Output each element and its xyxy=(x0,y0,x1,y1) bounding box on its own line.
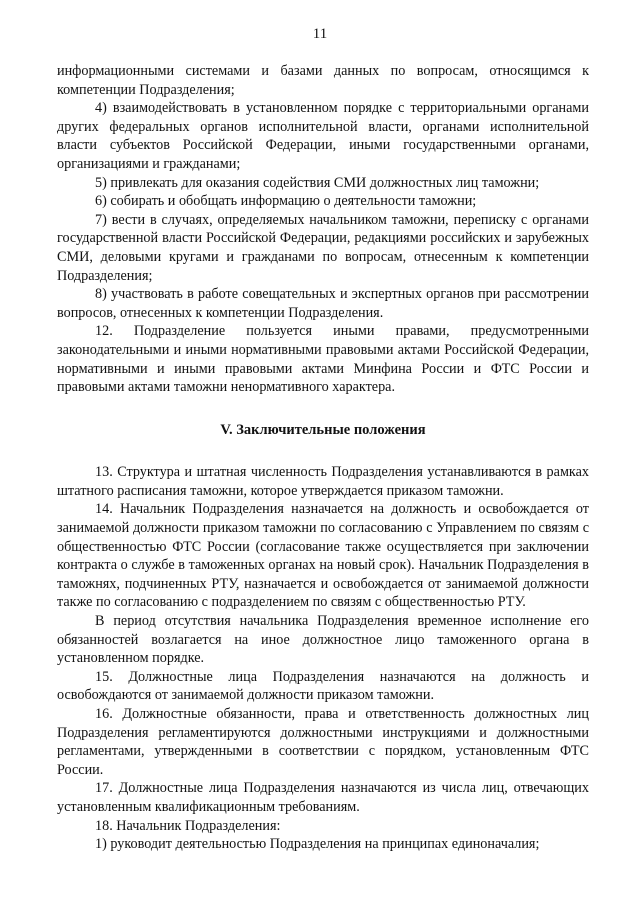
paragraph: 16. Должностные обязанности, права и ответственность должностных лиц Подразделения регламентируются должностными инструкциями и должностными регламентами, утвержденными в соответствии с порядком, установленным ФТС России. xyxy=(57,706,589,778)
paragraph: 12. Подразделение пользуется иными правами, предусмотренными законодательными и иными нормативными правовыми актами Российской Федерации, нормативными и иными правовыми актами Минфина России и ФТС России и правовыми актами таможни ненормативного характера. xyxy=(57,323,589,396)
paragraph: 1) руководит деятельностью Подразделения на принципах единоначалия; xyxy=(95,836,540,853)
paragraphs-after-section xyxy=(57,463,589,853)
paragraphs-before-section xyxy=(57,62,589,397)
section-heading: V. Заключительные положения xyxy=(220,421,426,438)
paragraph: 7) вести в случаях, определяемых начальником таможни, переписку с органами государственной власти Российской Федерации, редакциями российских и зарубежных СМИ, деловыми кругами и гражданами по вопросам, отнесенным к компетенции Подразделения; xyxy=(57,211,589,284)
paragraph: 6) собирать и обобщать информацию о деятельности таможни; xyxy=(95,193,477,210)
paragraph: 13. Структура и штатная численность Подразделения устанавливаются в рамках штатного расписания таможни, которое утверждается приказом таможни. xyxy=(57,464,589,499)
paragraph: 4) взаимодействовать в установленном порядке с территориальными органами других федеральных органов исполнительной власти, органами исполнительной власти субъектов Российской Федерации, иными государственными органами, организациями и гражданами; xyxy=(57,100,589,172)
paragraph: 8) участвовать в работе совещательных и экспертных органов при рассмотрении вопросов, отнесенных к компетенции Подразделения. xyxy=(57,286,589,321)
paragraph: информационными системами и базами данных по вопросам, относящимся к компетенции Подразделения; xyxy=(57,63,589,98)
paragraph: В период отсутствия начальника Подразделения временное исполнение его обязанностей возлагается на иное должностное лицо таможенного органа в установленном порядке. xyxy=(57,613,589,667)
page-number: 11 xyxy=(312,26,328,42)
paragraph: 17. Должностные лица Подразделения назначаются из числа лиц, отвечающих установленным квалификационным требованиям. xyxy=(57,780,589,815)
paragraph: 15. Должностные лица Подразделения назначаются на должность и освобождаются от занимаемой должности приказом таможни. xyxy=(57,668,589,704)
document-body xyxy=(57,62,589,854)
paragraph: 14. Начальник Подразделения назначается на должность и освобождается от занимаемой должности приказом таможни по согласованию с Управлением по связям с общественностью ФТС России (согласование также осуществляется при заключении контракта о службе в таможенных органах на новый срок). Начальник Подразделения в таможнях, подчиненных РТУ, назначается и освобождается от занимаемой должности также по согласованию с подразделением по связям с общественностью РТУ. xyxy=(57,501,589,611)
paragraph: 18. Начальник Подразделения: xyxy=(95,817,281,834)
paragraph: 5) привлекать для оказания содействия СМИ должностных лиц таможни; xyxy=(95,174,540,191)
